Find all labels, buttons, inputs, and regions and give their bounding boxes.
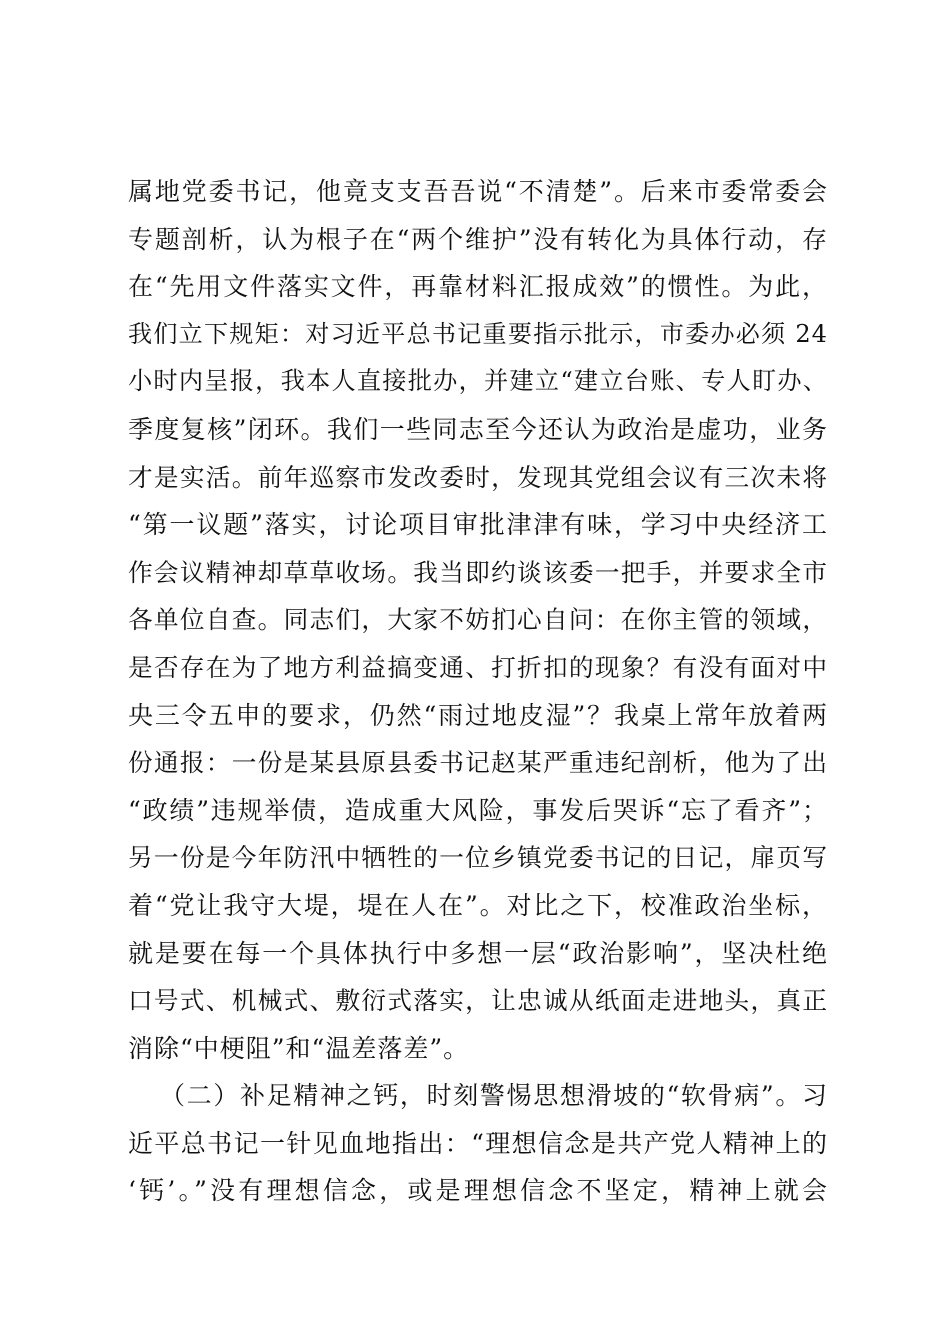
section-heading-line: （二）补足精神之钙，时刻警惕思想滑坡的“软骨病”。习: [160, 1081, 828, 1111]
text-line: 作会议精神却草草收场。我当即约谈该委一把手，并要求全市: [128, 557, 828, 587]
text-line: 是否存在为了地方利益搞变通、打折扣的现象？有没有面对中: [128, 652, 828, 682]
text-line: 季度复核”闭环。我们一些同志至今还认为政治是虚功，业务: [128, 414, 828, 444]
text-line: 着“党让我守大堤，堤在人在”。对比之下，校准政治坐标，: [128, 890, 828, 920]
text-line: “第一议题”落实，讨论项目审批津津有味，学习中央经济工: [128, 510, 828, 540]
text-line: 在“先用文件落实文件，再靠材料汇报成效”的惯性。为此，: [128, 272, 828, 302]
text-line: 就是要在每一个具体执行中多想一层“政治影响”，坚决杜绝: [128, 938, 828, 968]
text-line: 近平总书记一针见血地指出：“理想信念是共产党人精神上的: [128, 1128, 828, 1158]
text-line: 我们立下规矩：对习近平总书记重要指示批示，市委办必须 24: [128, 319, 828, 348]
text-line: 属地党委书记，他竟支支吾吾说“不清楚”。后来市委常委会: [128, 177, 828, 206]
text-line: “政绩”违规举债，造成重大风险，事发后哭诉“忘了看齐”；: [128, 795, 828, 825]
text-line: ‘钙’。”没有理想信念，或是理想信念不坚定，精神上就会: [128, 1176, 828, 1206]
paragraph-end-line: 消除“中梗阻”和“温差落差”。: [128, 1033, 470, 1063]
body-text: [128, 168, 828, 1215]
text-line: 各单位自查。同志们，大家不妨扪心自问：在你主管的领域，: [128, 605, 828, 635]
text-line: 专题剖析，认为根子在“两个维护”没有转化为具体行动，存: [128, 224, 828, 254]
text-line: 央三令五申的要求，仍然“雨过地皮湿”？我桌上常年放着两: [128, 700, 828, 730]
text-line: 才是实活。前年巡察市发改委时，发现其党组会议有三次未将: [128, 462, 828, 492]
text-line: 份通报：一份是某县原县委书记赵某严重违纪剖析，他为了出: [128, 748, 828, 778]
text-line: 另一份是今年防汛中牺牲的一位乡镇党委书记的日记，扉页写: [128, 843, 828, 873]
text-line: 小时内呈报，我本人直接批办，并建立“建立台账、专人盯办、: [128, 367, 828, 396]
text-line: 口号式、机械式、敷衍式落实，让忠诚从纸面走进地头，真正: [128, 986, 828, 1016]
